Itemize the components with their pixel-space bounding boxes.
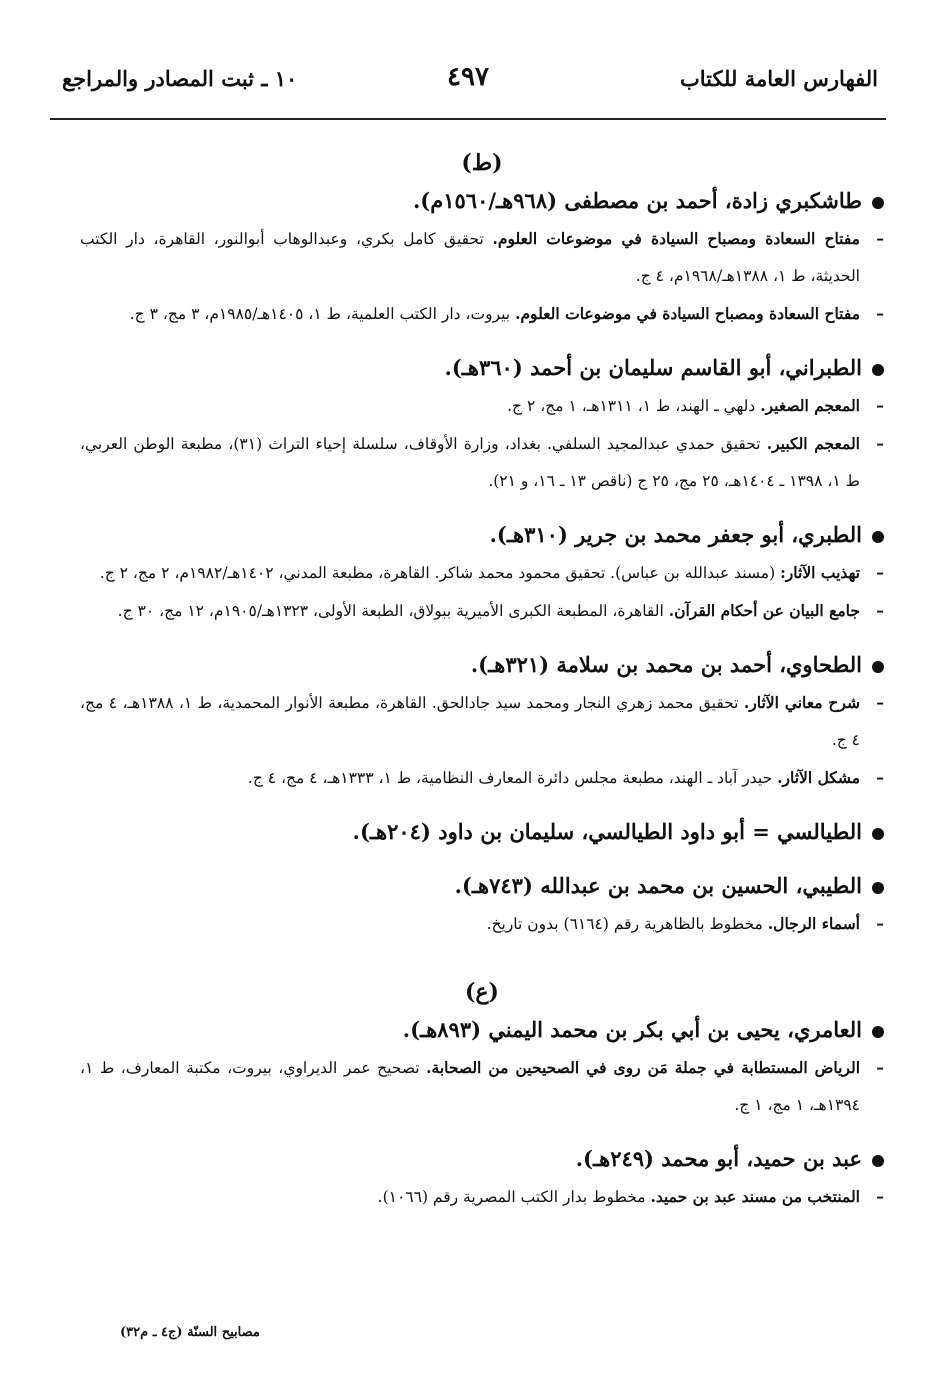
- bullet-icon: [872, 1026, 884, 1038]
- bullet-icon: [872, 364, 884, 376]
- work-title: جامع البيان عن أحكام القرآن.: [668, 601, 860, 620]
- running-title: الفهارس العامة للكتاب: [679, 66, 878, 91]
- bibliography-entry: [80, 516, 884, 630]
- work-item: [80, 759, 884, 797]
- bibliography-entry: [80, 1011, 884, 1124]
- author-name: الطيالسي = أبو داود الطيالسي، سليمان بن داود (٢٠٤هـ).: [352, 819, 862, 844]
- work-details: تحقيق محمد زهري النجار ومحمد سيد جادالحق. القاهرة، مطبعة الأنوار المحمدية، ط ١، ١٣٨٨هـ، ٤ مج، ٤ ج.: [80, 694, 860, 749]
- bibliography-body: [80, 150, 884, 1232]
- author-name: الطحاوي، أحمد بن محمد بن سلامة (٣٢١هـ).: [470, 652, 862, 677]
- section-title: ١٠ ـ ثبت المصادر والمراجع: [62, 66, 298, 91]
- work-details: مخطوط بالظاهرية رقم (٦١٦٤) بدون تاريخ.: [486, 915, 763, 933]
- dash-icon: –: [876, 768, 884, 787]
- bibliography-entry: [80, 867, 884, 943]
- work-item: [80, 1178, 884, 1216]
- work-item: [80, 220, 884, 295]
- author-line: [80, 867, 884, 905]
- work-item: [80, 425, 884, 500]
- bibliography-entry: [80, 182, 884, 333]
- page-header: [50, 62, 886, 102]
- work-item: [80, 592, 884, 630]
- work-title: تهذيب الآثار:: [780, 563, 860, 582]
- page-footer: مصابيح السنّة (ج٤ ـ م٣٢): [120, 1325, 260, 1340]
- work-details: بيروت، دار الكتب العلمية، ط ١، ١٤٠٥هـ/١٩٨٥م، ٣ مج، ٣ ج.: [129, 305, 511, 323]
- dash-icon: –: [876, 304, 884, 323]
- dash-icon: –: [876, 396, 884, 415]
- author-name: الطبراني، أبو القاسم سليمان بن أحمد (٣٦٠هـ).: [444, 355, 862, 380]
- work-title: المنتخب من مسند عبد بن حميد.: [650, 1187, 860, 1206]
- header-rule: [50, 118, 886, 120]
- work-item: [80, 905, 884, 943]
- author-line: [80, 516, 884, 554]
- bullet-icon: [872, 1155, 884, 1167]
- work-title: الرياض المستطابة في جملة مَن روى في الصحيحين من الصحابة.: [426, 1058, 861, 1077]
- author-name: العامري، يحيى بن أبي بكر بن محمد اليمني (٨٩٣هـ).: [402, 1017, 862, 1042]
- work-details: حيدر آباد ـ الهند، مطبعة مجلس دائرة المعارف النظامية، ط ١، ١٣٣٣هـ، ٤ مج، ٤ ج.: [247, 769, 773, 787]
- section-letter: (ع): [465, 979, 499, 1005]
- work-details: مخطوط بدار الكتب المصرية رقم (١٠٦٦).: [377, 1188, 646, 1206]
- bullet-icon: [872, 661, 884, 673]
- work-title: مفتاح السعادة ومصباح السيادة في موضوعات العلوم.: [492, 229, 860, 248]
- work-title: شرح معاني الآثار.: [743, 693, 860, 712]
- dash-icon: –: [876, 434, 884, 453]
- dash-icon: –: [876, 229, 884, 248]
- work-details: تحقيق كامل بكري، وعبدالوهاب أبوالنور، القاهرة، دار الكتب الحديثة، ط ١، ١٣٨٨هـ/١٩٦٨م، ٤ ج.: [80, 230, 860, 285]
- author-name: عبد بن حميد، أبو محمد (٢٤٩هـ).: [575, 1146, 862, 1171]
- work-details: دلهي ـ الهند، ط ١، ١٣١١هـ، ١ مج، ٢ ج.: [507, 397, 756, 415]
- bibliography-entry: [80, 646, 884, 797]
- author-line: [80, 813, 884, 851]
- work-title: المعجم الكبير.: [766, 434, 860, 453]
- work-item: [80, 1049, 884, 1124]
- bibliography-entry: [80, 1140, 884, 1216]
- work-item: [80, 684, 884, 759]
- author-line: [80, 646, 884, 684]
- work-item: [80, 554, 884, 592]
- work-item: [80, 295, 884, 333]
- dash-icon: –: [876, 1058, 884, 1077]
- author-line: [80, 1011, 884, 1049]
- work-details: (مسند عبدالله بن عباس). تحقيق محمود محمد شاكر. القاهرة، مطبعة المدني، ١٤٠٢هـ/١٩٨٢م، ٢ مج، ٢ ج.: [99, 564, 776, 582]
- dash-icon: –: [876, 601, 884, 620]
- work-details: القاهرة، المطبعة الكبرى الأميرية ببولاق، الطبعة الأولى، ١٣٢٣هـ/١٩٠٥م، ١٢ مج، ٣٠ ج.: [117, 602, 664, 620]
- author-line: [80, 349, 884, 387]
- work-title: أسماء الرجال.: [767, 914, 860, 933]
- section-letter: (ط): [461, 150, 503, 176]
- dash-icon: –: [876, 563, 884, 582]
- author-line: [80, 1140, 884, 1178]
- dash-icon: –: [876, 914, 884, 933]
- work-details: تصحيح عمر الديراوي، بيروت، مكتبة المعارف، ط ١، ١٣٩٤هـ، ١ مج، ١ ج.: [80, 1059, 860, 1114]
- bullet-icon: [872, 828, 884, 840]
- bibliography-entry: [80, 349, 884, 500]
- page-number: ٤٩٧: [447, 62, 489, 92]
- author-name: الطيبي، الحسين بن محمد بن عبدالله (٧٤٣هـ).: [454, 873, 862, 898]
- work-title: مفتاح السعادة ومصباح السيادة في موضوعات العلوم.: [515, 304, 860, 323]
- bibliography-entry: [80, 813, 884, 851]
- author-name: طاشكبري زادة، أحمد بن مصطفى (٩٦٨هـ/١٥٦٠م).: [412, 188, 862, 213]
- bullet-icon: [872, 197, 884, 209]
- bullet-icon: [872, 882, 884, 894]
- dash-icon: –: [876, 693, 884, 712]
- author-name: الطبري، أبو جعفر محمد بن جرير (٣١٠هـ).: [489, 522, 862, 547]
- work-details: تحقيق حمدي عبدالمجيد السلفي. بغداد، وزارة الأوقاف، سلسلة إحياء التراث (٣١)، مطبعة الوطن العربي، ط ١، ١٣٩٨ ـ ١٤٠٤هـ، ٢٥ مج، ٢٥ ج (ناقص ١٣ ـ ١٦، و ٢١).: [80, 435, 860, 490]
- author-line: [80, 182, 884, 220]
- dash-icon: –: [876, 1187, 884, 1206]
- work-title: المعجم الصغير.: [760, 396, 860, 415]
- work-title: مشكل الآثار.: [777, 768, 860, 787]
- work-item: [80, 387, 884, 425]
- bullet-icon: [872, 531, 884, 543]
